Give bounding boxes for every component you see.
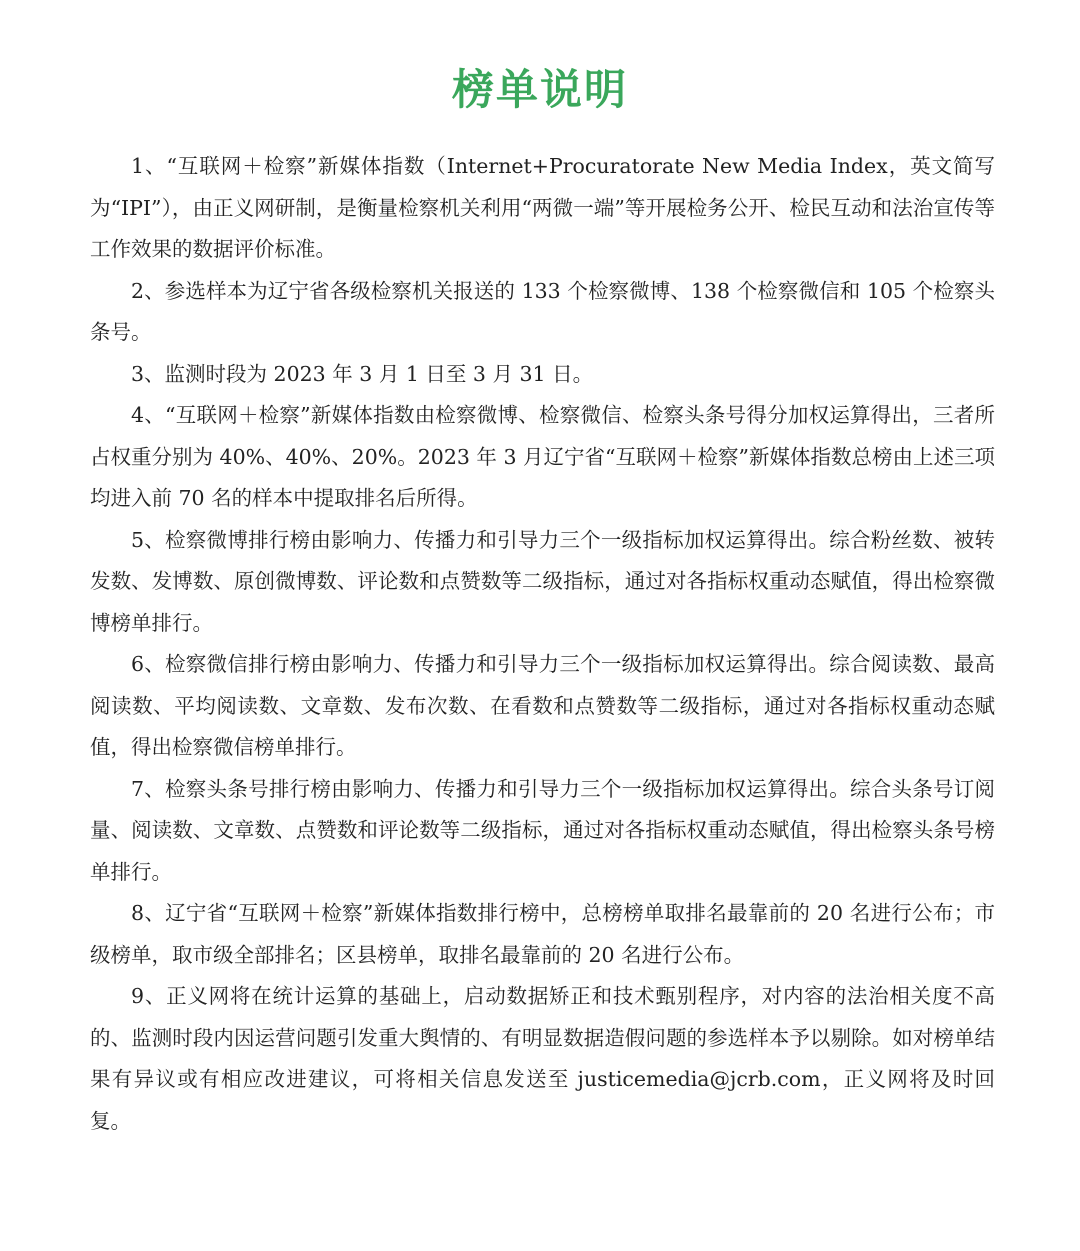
paragraph-3: 3、监测时段为 2023 年 3 月 1 日至 3 月 31 日。 xyxy=(131,361,594,386)
paragraph-1: 1、“互联网＋检察”新媒体指数（Internet+Procuratorate New Media Index，英文简写为“IPI”），由正义网研制，是衡量检察机关利用“两微一端”等开展检务公开、检民互动和法治宣传等工作效果的数据评价标准。 xyxy=(90,154,995,261)
paragraph-6: 6、检察微信排行榜由影响力、传播力和引导力三个一级指标加权运算得出。综合阅读数、最高阅读数、平均阅读数、文章数、发布次数、在看数和点赞数等二级指标，通过对各指标权重动态赋值，得出检察微信榜单排行。 xyxy=(90,652,995,759)
paragraph-9: 9、正义网将在统计运算的基础上，启动数据矫正和技术甄别程序，对内容的法治相关度不高的、监测时段内因运营问题引发重大舆情的、有明显数据造假问题的参选样本予以剔除。如对榜单结果有异议或有相应改进建议，可将相关信息发送至 justicemedia@jcrb.com，正义网将及时回复。 xyxy=(90,984,995,1133)
page-title: 榜单说明 xyxy=(451,65,628,114)
paragraph-5: 5、检察微博排行榜由影响力、传播力和引导力三个一级指标加权运算得出。综合粉丝数、被转发数、发博数、原创微博数、评论数和点赞数等二级指标，通过对各指标权重动态赋值，得出检察微博榜单排行。 xyxy=(90,527,995,635)
document-body xyxy=(90,146,995,1142)
paragraph-2: 2、参选样本为辽宁省各级检察机关报送的 133 个检察微博、138 个检察微信和 105 个检察头条号。 xyxy=(90,278,995,344)
paragraph-8: 8、辽宁省“互联网＋检察”新媒体指数排行榜中，总榜榜单取排名最靠前的 20 名进行公布；市级榜单，取市级全部排名；区县榜单，取排名最靠前的 20 名进行公布。 xyxy=(90,901,995,967)
paragraph-7: 7、检察头条号排行榜由影响力、传播力和引导力三个一级指标加权运算得出。综合头条号订阅量、阅读数、文章数、点赞数和评论数等二级指标，通过对各指标权重动态赋值，得出检察头条号榜单排行。 xyxy=(90,776,995,884)
paragraph-4: 4、“互联网＋检察”新媒体指数由检察微博、检察微信、检察头条号得分加权运算得出，三者所占权重分别为 40%、40%、20%。2023 年 3 月辽宁省“互联网＋检察”新媒体指数总榜由上述三项均进入前 70 名的样本中提取排名后所得。 xyxy=(90,403,995,510)
